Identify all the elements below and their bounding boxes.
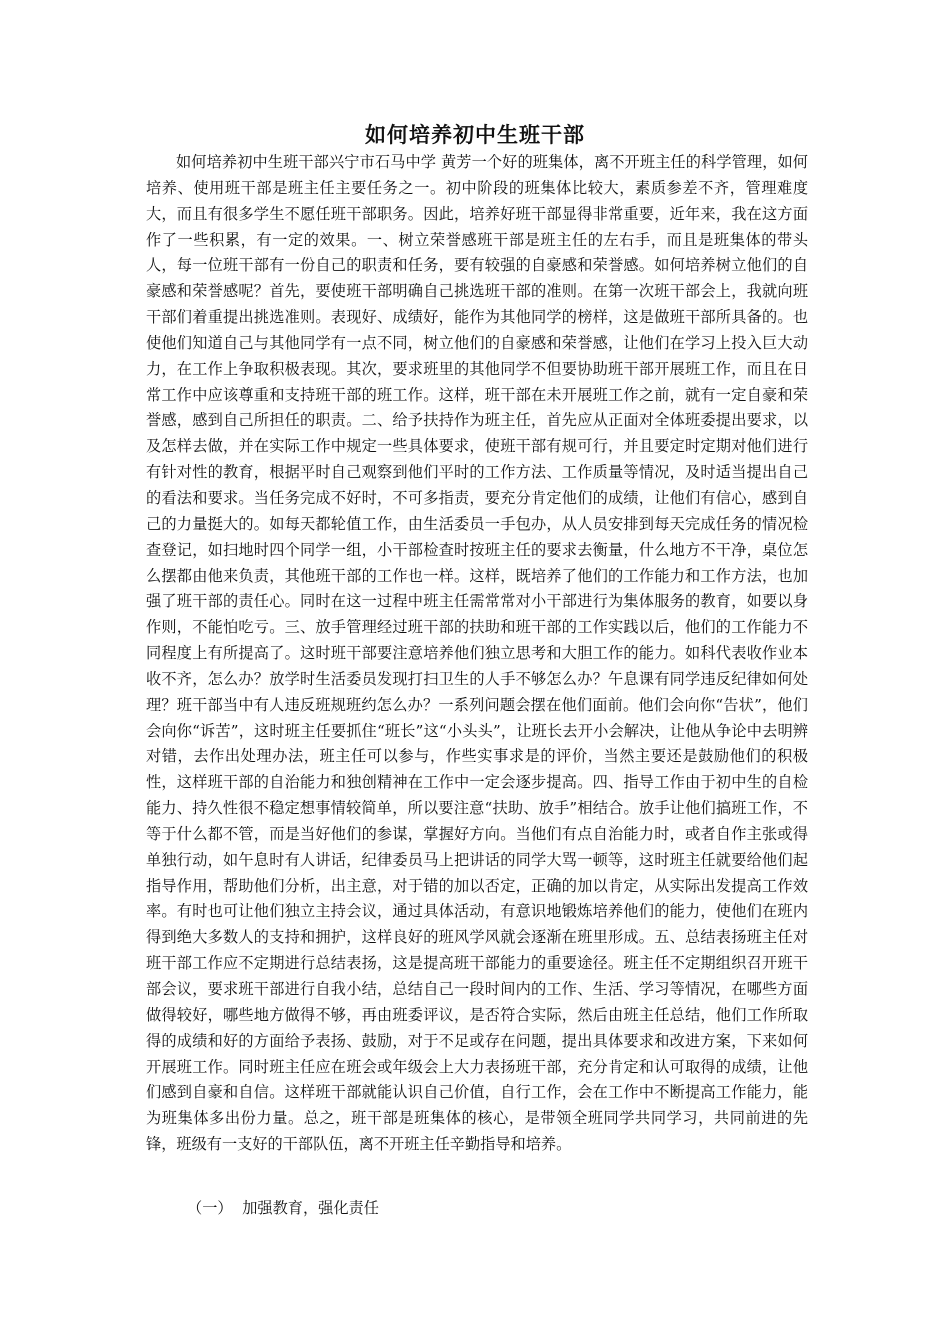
section-subheading: （一） 加强教育，强化责任 [187, 1199, 379, 1217]
document-title: 如何培养初中生班干部 [365, 123, 585, 147]
document-body-paragraph: 如何培养初中生班干部兴宁市石马中学 黄芳一个好的班集体，离不开班主任的科学管理，如何培养、使用班干部是班主任主要任务之一。初中阶段的班集体比较大，素质参差不齐，管理难度大，而且有很多学生不愿任班干部职务。因此，培养好班干部显得非常重要，近年来，我在这方面作了一些积累，有一定的效果。一、树立荣誉感班干部是班主任的左右手，而且是班集体的带头人，每一位班干部有一份自己的职责和任务，要有较强的自豪感和荣誉感。如何培养树立他们的自豪感和荣誉感呢？首先，要使班干部明确自己挑选班干部的准则。在第一次班干部会上，我就向班干部们着重提出挑选准则。表现好、成绩好，能作为其他同学的榜样，这是做班干部所具备的。也使他们知道自己与其他同学有一点不同，树立他们的自豪感和荣誉感，让他们在学习上投入巨大动力，在工作上争取积极表现。其次，要求班里的其他同学不但要协助班干部开展班工作，而且在日常工作中应该尊重和支持班干部的班工作。这样，班干部在未开展班工作之前，就有一定自豪和荣誉感，感到自己所担任的职责。二、给予扶持作为班主任，首先应从正面对全体班委提出要求，以及怎样去做，并在实际工作中规定一些具体要求，使班干部有规可行，并且要定时定期对他们进行有针对性的教育，根据平时自己观察到他们平时的工作方法、工作质量等情况，及时适当提出自己的看法和要求。当任务完成不好时，不可多指责，要充分肯定他们的成绩，让他们有信心，感到自己的力量挺大的。如每天都轮值工作，由生活委员一手包办，从人员安排到每天完成任务的情况检查登记，如扫地时四个同学一组，小干部检查时按班主任的要求去衡量，什么地方不干净，桌位怎么摆都由他来负责，其他班干部的工作也一样。这样，既培养了他们的工作能力和工作方法，也加强了班干部的责任心。同时在这一过程中班主任需常常对小干部进行为集体服务的教育，如要以身作则，不能怕吃亏。三、放手管理经过班干部的扶助和班干部的工作实践以后，他们的工作能力不同程度上有所提高了。这时班干部要注意培养他们独立思考和大胆工作的能力。如科代表收作业本收不齐，怎么办？放学时生活委员发现打扫卫生的人手不够怎么办？午息课有同学违反纪律如何处理？班干部当中有人违反班规班约怎么办？一系列问题会摆在他们面前。他们会向你“告状”，他们会向你“诉苦”，这时班主任要抓住“班长”这“小头头”，让班长去开小会解决，让他从争论中去明辨对错，去作出处理办法，班主任可以参与，作些实事求是的评价，当然主要还是鼓励他们的积极性，这样班干部的自治能力和独创精神在工作中一定会逐步提高。四、指导工作由于初中生的自检能力、持久性很不稳定想事情较简单，所以要注意“扶助、放手”相结合。放手让他们搞班工作，不等于什么都不管，而是当好他们的参谋，掌握好方向。当他们有点自治能力时，或者自作主张或得单独行动，如午息时有人讲话，纪律委员马上把讲话的同学大骂一顿等，这时班主任就要给他们起指导作用，帮助他们分析，出主意，对于错的加以否定，正确的加以肯定，从实际出发提高工作效率。有时也可让他们独立主持会议，通过具体活动，有意识地锻炼培养他们的能力，使他们在班内得到绝大多数人的支持和拥护，这样良好的班风学风就会逐渐在班里形成。五、总结表扬班主任对班干部工作应不定期进行总结表扬，这是提高班干部能力的重要途径。班主任不定期组织召开班干部会议，要求班干部进行自我小结，总结自己一段时间内的工作、生活、学习等情况，在哪些方面做得较好，哪些地方做得不够，再由班委评议，是否符合实际，然后由班主任总结，他们工作所取得的成绩和好的方面给予表扬、鼓励，对于不足或存在问题，提出具体要求和改进方案，下来如何开展班工作。同时班主任应在班会或年级会上大力表扬班干部，充分肯定和认可取得的成绩，让他们感到自豪和自信。这样班干部就能认识自己价值，自行工作，会在工作中不断提高工作能力，能为班集体多出份力量。总之，班干部是班集体的核心，是带领全班同学共同学习，共同前进的先锋，班级有一支好的干部队伍，离不开班主任辛勤指导和培养。 [146, 153, 808, 1154]
